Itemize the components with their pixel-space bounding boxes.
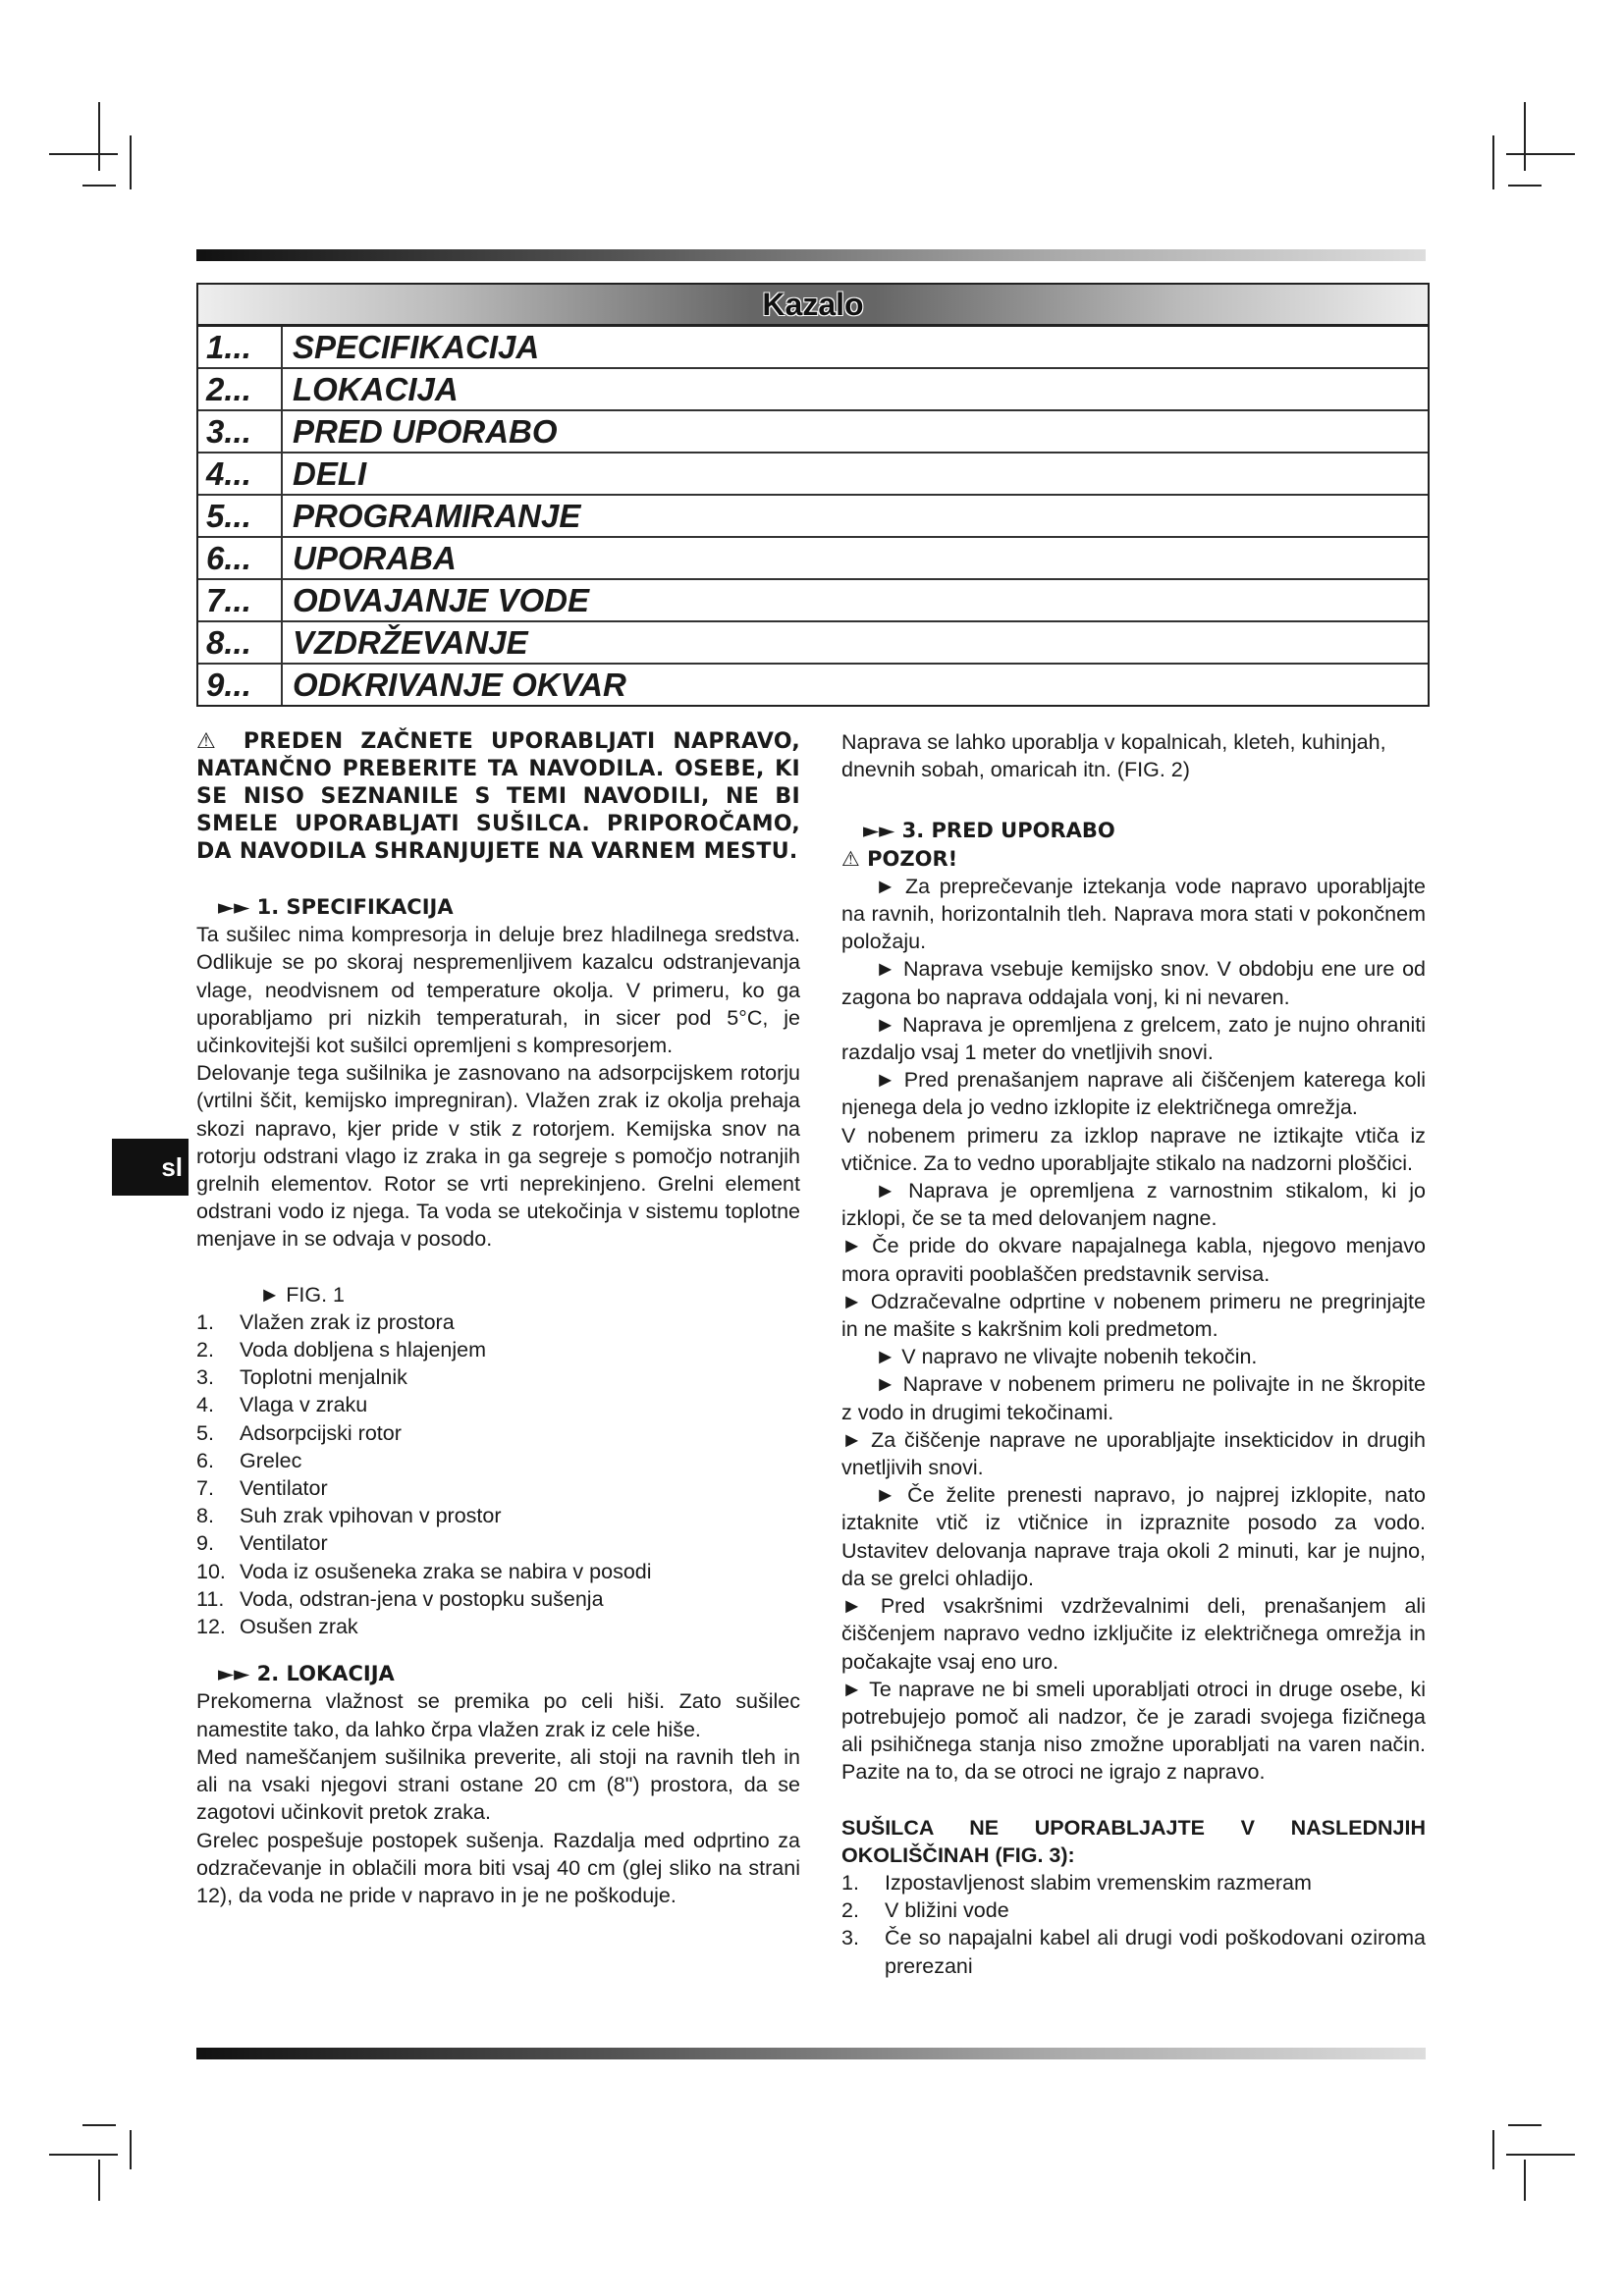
list-item: [841, 1869, 1426, 1896]
safety-bullet: ► Če pride do okvare napajalnega kabla, njegovo menjavo mora opraviti pooblaščen predstavnik servisa.: [841, 1234, 1426, 1286]
toc-row: [198, 327, 1428, 367]
top-divider-bar: [196, 249, 1426, 261]
item-number: 12.: [196, 1615, 226, 1639]
safety-bullet: ► Pred vsakršnimi vzdrževalnimi deli, prenašanjem ali čiščenjem napravo vedno izključite iz električnega omrežja in počakajte vsaj eno uro.: [841, 1594, 1426, 1674]
safety-bullet: V nobenem primeru za izklop naprave ne iztikajte vtiča iz vtičnice. Za to vedno uporabljajte stikalo na nadzorni ploščici.: [841, 1123, 1426, 1175]
toc-number: 5...: [198, 496, 283, 536]
item-text: Voda, odstran-jena v postopku sušenja: [240, 1586, 604, 1611]
toc-entry-title: PROGRAMIRANJE: [293, 498, 581, 534]
list-item: [196, 1336, 800, 1363]
fig-1-label: ► FIG. 1: [259, 1282, 345, 1307]
toc-number: 8...: [198, 622, 283, 663]
crop-mark: [130, 135, 132, 189]
list-item: [196, 1613, 800, 1640]
toc-row: [198, 536, 1428, 578]
toc-row: [198, 409, 1428, 452]
toc-number: 4...: [198, 454, 283, 494]
toc-row: [198, 578, 1428, 620]
crop-mark: [49, 153, 118, 155]
item-number: 4.: [196, 1393, 214, 1417]
item-number: 3.: [841, 1926, 859, 1950]
list-item: [196, 1558, 800, 1585]
language-tab: sl: [112, 1139, 189, 1196]
toc-entry-title: VZDRŽEVANJE: [293, 624, 528, 661]
item-text: Adsorpcijski rotor: [240, 1420, 402, 1445]
list-item: [196, 1391, 800, 1418]
toc-number: 2...: [198, 369, 283, 409]
safety-bullet: ► Za čiščenje naprave ne uporabljajte insekticidov in drugih vnetljivih snovi.: [841, 1427, 1426, 1480]
fig-1-legend: [196, 1308, 800, 1640]
list-item: [196, 1474, 800, 1502]
item-number: 6.: [196, 1448, 214, 1472]
list-item: [196, 1502, 800, 1529]
warning-notice: ⚠ PREDEN ZAČNETE UPORABLJATI NAPRAVO, NATANČNO PREBERITE TA NAVODILA. OSEBE, KI SE NISO SEZNANILE S TEMI NAVODILI, NE BI SMELE UPORABLJATI SUŠILCA. PRIPOROČAMO, DA NAVODILA SHRANJUJETE NA VARNEM MESTU.: [196, 729, 800, 864]
crop-mark: [1506, 153, 1575, 155]
crop-mark: [49, 2154, 118, 2156]
paragraph: Med nameščanjem sušilnika preverite, ali stoji na ravnih tleh in ali na vsaki njegovi strani ostane 20 cm (8") prostora, da se zagotovi učinkovit pretok zraka.: [196, 1744, 800, 1825]
list-item: [196, 1363, 800, 1391]
list-item: [841, 1896, 1426, 1924]
safety-bullet: ► Naprave v nobenem primeru ne polivajte in ne škropite z vodo in drugimi tekočinami.: [841, 1372, 1426, 1424]
item-number: 3.: [196, 1365, 214, 1390]
caution-label: ⚠ POZOR!: [841, 846, 958, 871]
crop-mark: [1492, 2130, 1494, 2169]
item-text: Toplotni menjalnik: [240, 1365, 407, 1390]
toc-entry-title: ODVAJANJE VODE: [293, 582, 589, 618]
avoid-list: [841, 1869, 1426, 1980]
toc-entry-title: LOKACIJA: [293, 371, 459, 407]
item-text: Vlaga v zraku: [240, 1393, 368, 1417]
section-3-heading: ►► 3. PRED UPORABO: [863, 819, 1115, 843]
right-column: [841, 728, 1426, 1980]
crop-mark: [1506, 2154, 1575, 2156]
crop-mark: [1508, 185, 1542, 187]
item-number: 8.: [196, 1504, 214, 1528]
toc-number: 7...: [198, 580, 283, 620]
item-number: 2.: [841, 1898, 859, 1923]
item-number: 9.: [196, 1531, 214, 1556]
crop-mark: [82, 2124, 116, 2126]
section-1-heading: ►► 1. SPECIFIKACIJA: [218, 895, 454, 919]
toc-number: 9...: [198, 665, 283, 705]
toc-entry-title: ODKRIVANJE OKVAR: [293, 667, 626, 703]
safety-bullet: ► Naprava je opremljena z varnostnim stikalom, ki jo izklopi, če se ta med delovanjem nagne.: [841, 1179, 1426, 1231]
item-number: 2.: [196, 1338, 214, 1362]
left-column: [196, 728, 800, 1909]
paragraph: Ta sušilec nima kompresorja in deluje brez hladilnega sredstva. Odlikuje se po skoraj nespremenljivem kazalcu odstranjevanja vlage, neodvisnem od temperature okolja. V primeru, ko ga uporabljamo pri nizkih temperaturah, in sicer pod 5°C, je učinkovitejši kot sušilci opremljeni s kompresorjem.: [196, 923, 800, 1058]
safety-bullet: ► V napravo ne vlivajte nobenih tekočin.: [875, 1345, 1258, 1369]
toc-title: Kazalo: [762, 287, 864, 322]
safety-bullet: ► Za preprečevanje iztekanja vode napravo uporabljajte na ravnih, horizontalnih tleh. Naprava mora stati v pokončnem položaju.: [841, 874, 1426, 954]
item-text: Če so napajalni kabel ali drugi vodi poškodovani oziroma prerezani: [885, 1926, 1426, 1978]
section-2-heading: ►► 2. LOKACIJA: [218, 1662, 395, 1686]
item-number: 1.: [841, 1870, 859, 1895]
toc-row: [198, 663, 1428, 705]
item-number: 7.: [196, 1476, 214, 1501]
paragraph: Grelec pospešuje postopek sušenja. Razdalja med odprtino za odzračevanje in oblačili mora biti vsaj 40 cm (glej sliko na strani 12), da voda ne pride v napravo in je ne poškoduje.: [196, 1828, 800, 1907]
item-text: Izpostavljenost slabim vremenskim razmeram: [885, 1870, 1312, 1895]
toc-entry-title: UPORABA: [293, 540, 457, 576]
item-number: 1.: [196, 1309, 214, 1334]
item-text: Ventilator: [240, 1476, 328, 1501]
list-item: [196, 1529, 800, 1557]
item-text: Suh zrak vpihovan v prostor: [240, 1504, 502, 1528]
toc-entry-title: PRED UPORABO: [293, 413, 558, 450]
safety-bullet: ► Če želite prenesti napravo, jo najprej izklopite, nato iztaknite vtič iz vtičnice in izpraznite posodo za vodo. Ustavitev delovanja naprave traja okoli 2 minuti, kar je nujno, da se grelci ohladijo.: [841, 1483, 1426, 1590]
item-text: Voda dobljena s hlajenjem: [240, 1338, 487, 1362]
list-item: [196, 1419, 800, 1447]
crop-mark: [1492, 135, 1494, 189]
crop-mark: [98, 2160, 100, 2201]
toc-row: [198, 452, 1428, 494]
crop-mark: [130, 2130, 132, 2169]
safety-bullet: ► Te naprave ne bi smeli uporabljati otroci in druge osebe, ki potrebujejo pomoč ali nadzor, če je zaradi svojega fizičnega ali psihičnega stanja niso zmožne uporabljati na varen način. Pazite na to, da se otroci ne igrajo z napravo.: [841, 1677, 1426, 1785]
item-number: 5.: [196, 1420, 214, 1445]
item-text: Voda iz osušeneka zraka se nabira v posodi: [240, 1559, 652, 1583]
list-item: [196, 1585, 800, 1613]
item-text: Grelec: [240, 1448, 302, 1472]
crop-mark: [98, 102, 100, 171]
crop-mark: [1508, 2124, 1542, 2126]
safety-bullet: ► Pred prenašanjem naprave ali čiščenjem katerega koli njenega dela jo vedno izklopite iz električnega omrežja.: [841, 1068, 1426, 1120]
crop-mark: [82, 185, 116, 187]
list-item: [196, 1447, 800, 1474]
toc-number: 1...: [198, 327, 283, 367]
paragraph: Prekomerna vlažnost se premika po celi hiši. Zato sušilec namestite tako, da lahko črpa vlažen zrak iz cele hiše.: [196, 1689, 800, 1741]
safety-bullet: ► Naprava je opremljena z grelcem, zato je nujno ohraniti razdaljo vsaj 1 meter do vnetljivih snovi.: [841, 1012, 1426, 1065]
avoid-heading: SUŠILCA NE UPORABLJAJTE V NASLEDNJIH OKOLIŠČINAH (FIG. 3):: [841, 1815, 1426, 1867]
bottom-divider-bar: [196, 2048, 1426, 2059]
crop-mark: [1524, 102, 1526, 171]
list-item: [841, 1924, 1426, 1979]
toc-row: [198, 620, 1428, 663]
toc-number: 3...: [198, 411, 283, 452]
item-text: V bližini vode: [885, 1898, 1009, 1923]
paragraph: Naprava se lahko uporablja v kopalnicah, kleteh, kuhinjah, dnevnih sobah, omaricah itn. (FIG. 2): [841, 730, 1386, 782]
safety-bullet: ► Naprava vsebuje kemijsko snov. V obdobju ene ure od zagona bo naprava oddajala vonj, ki ni nevaren.: [841, 957, 1426, 1009]
toc-entry-title: SPECIFIKACIJA: [293, 329, 540, 365]
toc-header: [198, 285, 1428, 327]
toc-number: 6...: [198, 538, 283, 578]
table-of-contents: [196, 283, 1430, 707]
safety-bullet: ► Odzračevalne odprtine v nobenem primeru ne pregrinjajte in ne mašite s kakršnim koli predmetom.: [841, 1289, 1426, 1342]
toc-row: [198, 494, 1428, 536]
toc-row: [198, 367, 1428, 409]
item-text: Osušen zrak: [240, 1615, 358, 1639]
item-number: 11.: [196, 1586, 225, 1611]
item-number: 10.: [196, 1559, 226, 1583]
list-item: [196, 1308, 800, 1336]
paragraph: Delovanje tega sušilnika je zasnovano na adsorpcijskem rotorju (vrtilni ščit, kemijsko impregniran). Vlažen zrak iz okolja prehaja skozi napravo, kjer pride v stik z rotorjem. Kemijska snov na rotorju odstrani vlago iz zraka in ga segreje s pomočjo notranjih grelnih elementov. Rotor se vrti neprekinjeno. Grelni element odstrani vodo iz njega. Ta voda se utekočinja v sistemu toplotne menjave in se odvaja v posodo.: [196, 1061, 800, 1252]
item-text: Vlažen zrak iz prostora: [240, 1309, 455, 1334]
crop-mark: [1524, 2160, 1526, 2201]
toc-entry-title: DELI: [293, 455, 367, 492]
item-text: Ventilator: [240, 1531, 328, 1556]
